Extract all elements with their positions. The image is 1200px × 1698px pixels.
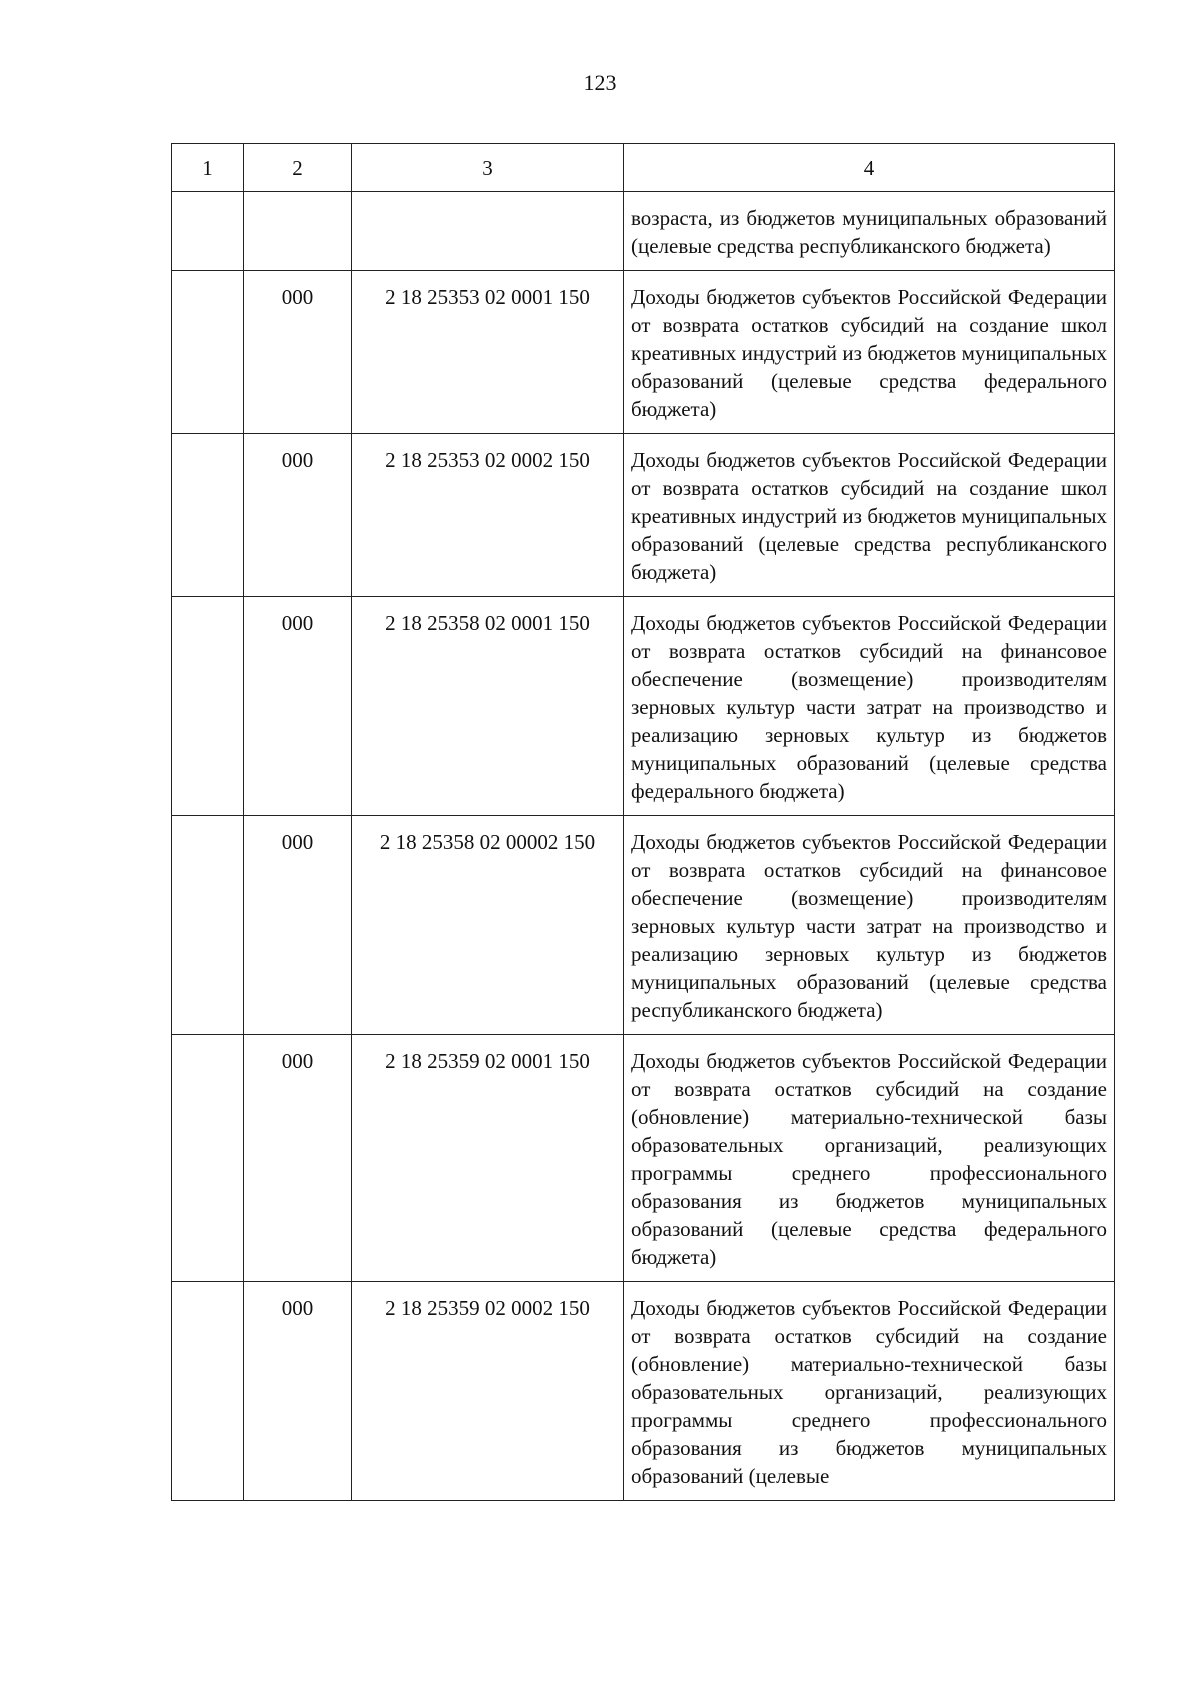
header-col-2: 2 — [244, 144, 352, 192]
cell-description: Доходы бюджетов субъектов Российской Федерации от возврата остатков субсидий на финансовое обеспечение (возмещение) производителям зерновых культур части затрат на производство и реализацию зерновых культур из бюджетов муниципальных образований (целевые средства республиканского бюджета) — [624, 816, 1115, 1035]
cell-description: Доходы бюджетов субъектов Российской Федерации от возврата остатков субсидий на создание школ креативных индустрий из бюджетов муниципальных образований (целевые средства республиканского бюджета) — [624, 434, 1115, 597]
table-row — [172, 271, 1115, 434]
table-row — [172, 1035, 1115, 1282]
cell-col-1 — [172, 597, 244, 816]
cell-col-1 — [172, 1282, 244, 1501]
cell-description: Доходы бюджетов субъектов Российской Федерации от возврата остатков субсидий на создание школ креативных индустрий из бюджетов муниципальных образований (целевые средства федерального бюджета) — [624, 271, 1115, 434]
cell-admin-code: 000 — [244, 271, 352, 434]
table-row — [172, 1282, 1115, 1501]
cell-income-code — [352, 192, 624, 271]
budget-codes-table — [171, 143, 1115, 1501]
cell-income-code: 2 18 25353 02 0001 150 — [352, 271, 624, 434]
header-col-3: 3 — [352, 144, 624, 192]
table-row — [172, 192, 1115, 271]
cell-col-1 — [172, 1035, 244, 1282]
table-row — [172, 597, 1115, 816]
page-number: 123 — [583, 70, 617, 95]
header-col-1: 1 — [172, 144, 244, 192]
cell-income-code: 2 18 25358 02 00002 150 — [352, 816, 624, 1035]
cell-admin-code: 000 — [244, 1282, 352, 1501]
cell-admin-code: 000 — [244, 434, 352, 597]
cell-description: Доходы бюджетов субъектов Российской Федерации от возврата остатков субсидий на создание (обновление) материально-технической базы образовательных организаций, реализующих программы среднего профессионального образования из бюджетов муниципальных образований (целевые средства федерального бюджета) — [624, 1035, 1115, 1282]
cell-admin-code: 000 — [244, 597, 352, 816]
header-col-4: 4 — [624, 144, 1115, 192]
cell-income-code: 2 18 25353 02 0002 150 — [352, 434, 624, 597]
cell-col-1 — [172, 192, 244, 271]
cell-description: Доходы бюджетов субъектов Российской Федерации от возврата остатков субсидий на финансовое обеспечение (возмещение) производителям зерновых культур части затрат на производство и реализацию зерновых культур из бюджетов муниципальных образований (целевые средства федерального бюджета) — [624, 597, 1115, 816]
cell-admin-code — [244, 192, 352, 271]
cell-col-1 — [172, 271, 244, 434]
cell-description: возраста, из бюджетов муниципальных образований (целевые средства республиканского бюджета) — [624, 192, 1115, 271]
table-header-row — [172, 144, 1115, 192]
cell-income-code: 2 18 25358 02 0001 150 — [352, 597, 624, 816]
cell-col-1 — [172, 816, 244, 1035]
cell-col-1 — [172, 434, 244, 597]
cell-admin-code: 000 — [244, 816, 352, 1035]
table-row — [172, 434, 1115, 597]
cell-admin-code: 000 — [244, 1035, 352, 1282]
cell-income-code: 2 18 25359 02 0002 150 — [352, 1282, 624, 1501]
cell-income-code: 2 18 25359 02 0001 150 — [352, 1035, 624, 1282]
cell-description: Доходы бюджетов субъектов Российской Федерации от возврата остатков субсидий на создание (обновление) материально-технической базы образовательных организаций, реализующих программы среднего профессионального образования из бюджетов муниципальных образований (целевые — [624, 1282, 1115, 1501]
table-row — [172, 816, 1115, 1035]
